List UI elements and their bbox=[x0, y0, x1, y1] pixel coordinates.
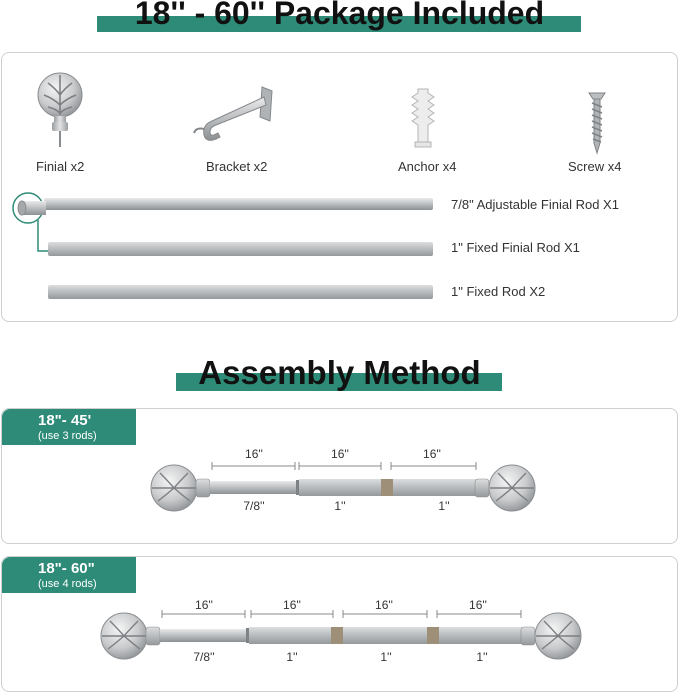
anchor-icon bbox=[404, 87, 442, 151]
package-item-label-screw: Screw x4 bbox=[568, 159, 622, 174]
screw-icon bbox=[586, 89, 608, 155]
package-item-label-finial: Finial x2 bbox=[36, 159, 85, 174]
rods-note: (use 3 rods) bbox=[38, 430, 97, 442]
package-title: 18'' - 60'' Package Included bbox=[134, 0, 545, 31]
measure-label: 16'' bbox=[245, 447, 263, 461]
package-item-label-anchor: Anchor x4 bbox=[398, 159, 457, 174]
assembly-heading bbox=[0, 352, 679, 394]
rod-size-label: 1'' bbox=[476, 650, 488, 664]
rod-size-label: 7/8'' bbox=[243, 499, 265, 513]
rod-size-label: 1'' bbox=[380, 650, 392, 664]
rod-adjustable-finial bbox=[44, 197, 434, 211]
rod-size-label: 1'' bbox=[438, 499, 450, 513]
rod-size-label: 7/8'' bbox=[193, 650, 215, 664]
finial-icon bbox=[36, 69, 84, 149]
range-label: 18"- 60" bbox=[38, 560, 95, 577]
measure-label: 16'' bbox=[283, 598, 301, 612]
rods-note: (use 4 rods) bbox=[38, 578, 97, 590]
measure-label: 16'' bbox=[195, 598, 213, 612]
rod-label-fixed: 1" Fixed Rod X2 bbox=[451, 284, 546, 299]
rod-end-zoom-callout bbox=[8, 190, 48, 254]
range-label: 18"- 45' bbox=[38, 412, 92, 429]
rod-label-fixed-finial: 1" Fixed Finial Rod X1 bbox=[451, 240, 580, 255]
assembly-panel-3-rods bbox=[1, 408, 678, 544]
rod-fixed bbox=[48, 285, 434, 299]
assembly-title: Assembly Method bbox=[198, 354, 481, 391]
assembly-panel-4-rods bbox=[1, 556, 678, 692]
package-item-label-bracket: Bracket x2 bbox=[206, 159, 268, 174]
rod-size-label: 1'' bbox=[286, 650, 298, 664]
bracket-icon bbox=[192, 83, 278, 145]
measure-label: 16'' bbox=[331, 447, 349, 461]
package-panel bbox=[1, 52, 678, 322]
assembled-rod bbox=[2, 409, 679, 545]
rod-size-label: 1'' bbox=[334, 499, 346, 513]
rod-label-adjustable: 7/8" Adjustable Finial Rod X1 bbox=[451, 197, 619, 212]
measure-label: 16'' bbox=[375, 598, 393, 612]
rod-fixed-finial bbox=[48, 242, 434, 256]
package-heading bbox=[0, 0, 679, 34]
measure-label: 16'' bbox=[423, 447, 441, 461]
assembled-rod bbox=[2, 557, 679, 693]
measure-label: 16'' bbox=[469, 598, 487, 612]
